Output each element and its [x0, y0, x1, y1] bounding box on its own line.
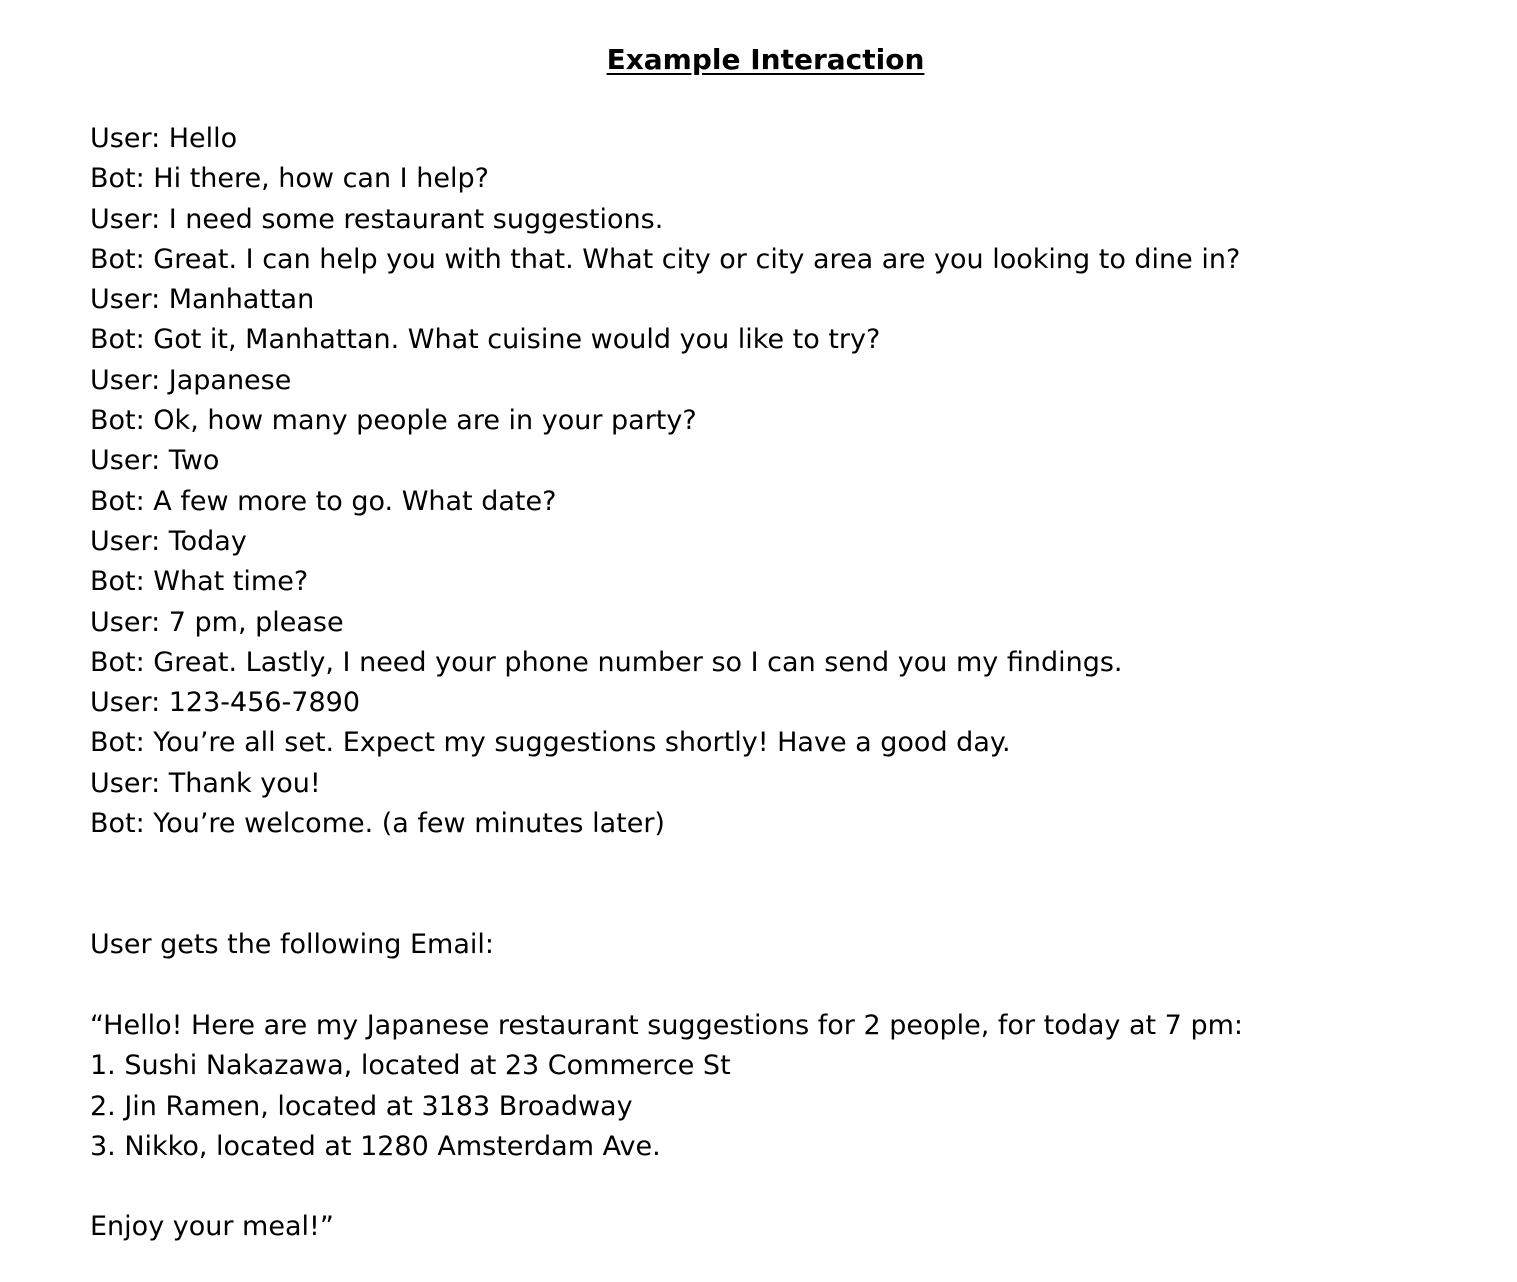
email-body — [90, 1006, 1243, 1167]
conversation-line: Bot: Got it, Manhattan. What cuisine would you like to try? — [90, 324, 881, 356]
conversation-line: User: Thank you! — [90, 767, 321, 799]
conversation-line: Bot: A few more to go. What date? — [90, 485, 557, 517]
conversation-line: User: Two — [90, 445, 220, 477]
conversation-line: Bot: What time? — [90, 566, 309, 598]
email-line: 3. Nikko, located at 1280 Amsterdam Ave. — [90, 1130, 661, 1162]
email-line: 2. Jin Ramen, located at 3183 Broadway — [90, 1090, 633, 1122]
email-intro: User gets the following Email: — [90, 929, 494, 960]
conversation-transcript — [90, 119, 1490, 844]
conversation-line: User: I need some restaurant suggestions. — [90, 203, 664, 235]
conversation-line: User: 123-456-7890 — [90, 687, 361, 719]
conversation-line: User: 7 pm, please — [90, 606, 344, 638]
conversation-line: User: Today — [90, 525, 247, 557]
conversation-line: User: Manhattan — [90, 284, 315, 316]
conversation-line: Bot: Great. Lastly, I need your phone number so I can send you my findings. — [90, 646, 1123, 678]
conversation-line: User: Japanese — [90, 364, 292, 396]
conversation-line: Bot: Ok, how many people are in your party? — [90, 405, 697, 437]
conversation-line: User: Hello — [90, 123, 238, 154]
conversation-line: Bot: Hi there, how can I help? — [90, 163, 489, 195]
conversation-line: Bot: You’re welcome. (a few minutes later) — [90, 808, 665, 840]
email-line: 1. Sushi Nakazawa, located at 23 Commerce St — [90, 1050, 731, 1082]
email-closing: Enjoy your meal!” — [90, 1211, 334, 1242]
conversation-line: Bot: You’re all set. Expect my suggestions shortly! Have a good day. — [90, 727, 1011, 759]
email-line: “Hello! Here are my Japanese restaurant suggestions for 2 people, for today at 7 pm: — [90, 1010, 1243, 1041]
page-title: Example Interaction — [606, 43, 925, 76]
conversation-line: Bot: Great. I can help you with that. What city or city area are you looking to dine in? — [90, 243, 1241, 275]
